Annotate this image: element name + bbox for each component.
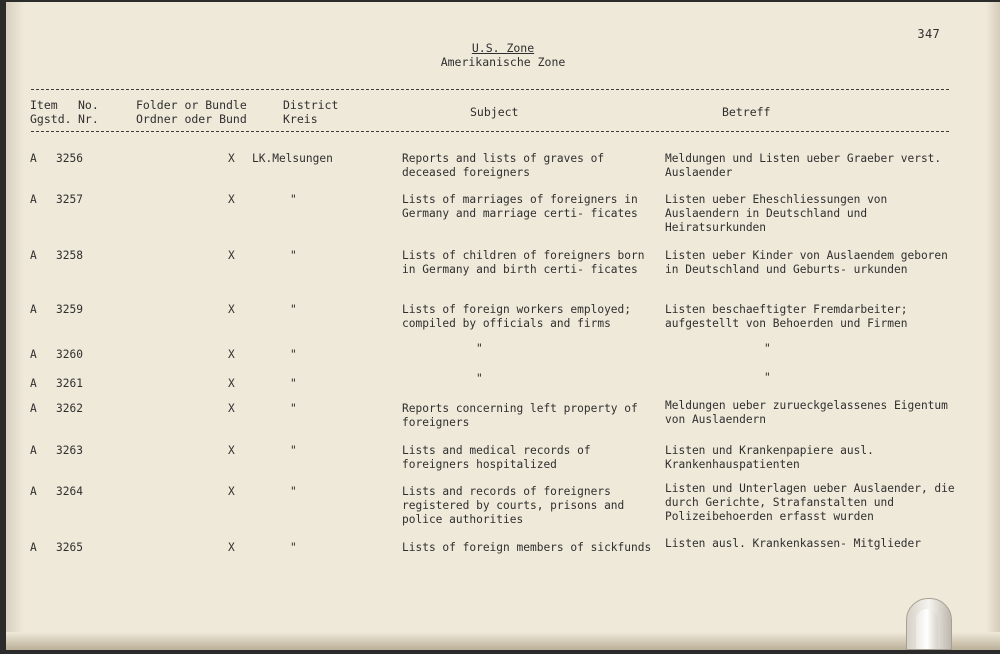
betreff-text: Meldungen und Listen ueber Graeber verst. Auslaender: [665, 152, 942, 179]
item-header-german: Ggstd.: [30, 112, 72, 126]
item-letter: A: [30, 377, 37, 390]
page-right-shadow: [986, 2, 1000, 650]
subject-ditto-mark: ": [476, 342, 483, 355]
betreff-ditto-mark: ": [764, 342, 771, 355]
subject-text: Lists and medical records of foreigners hospitalized: [402, 444, 591, 471]
item-number: 3263: [56, 444, 83, 457]
folder-mark: X: [228, 541, 235, 554]
subject-header: Subject: [470, 105, 519, 119]
district-ditto-mark: ": [290, 348, 297, 361]
subject-ditto-mark: ": [476, 372, 483, 385]
item-letter: A: [30, 193, 37, 206]
item-letter: A: [30, 402, 37, 415]
page-left-shadow: [6, 2, 24, 650]
binder-clip-highlight: [916, 609, 938, 649]
subject-text: Reports and lists of graves of deceased foreigners: [402, 152, 605, 179]
item-letter: A: [30, 152, 37, 165]
folder-header-german: Ordner oder Bund: [136, 112, 247, 126]
item-letter: A: [30, 249, 37, 262]
district-ditto-mark: ": [290, 541, 297, 554]
folder-header-english: Folder or Bundle: [136, 98, 247, 112]
zone-title-english: U.S. Zone: [471, 41, 535, 55]
item-letter: A: [30, 485, 37, 498]
item-number: 3261: [56, 377, 83, 390]
item-letter: A: [30, 541, 37, 554]
folder-mark: X: [228, 402, 235, 415]
item-number: 3259: [56, 303, 83, 316]
subject-text: Lists of children of foreigners born in Germany and birth certi- ficates: [402, 249, 645, 276]
subject-text: Lists and records of foreigners registered by courts, prisons and police authorities: [402, 485, 625, 526]
header-rule-bottom: [31, 131, 949, 132]
number-header-german: Nr.: [78, 112, 99, 126]
folder-mark: X: [228, 348, 235, 361]
betreff-ditto-mark: ": [764, 371, 771, 384]
betreff-text: Listen und Unterlagen ueber Auslaender, die durch Gerichte, Strafanstalten und Polizeibehoerden erfasst wurden: [665, 482, 955, 523]
item-number: 3256: [56, 152, 83, 165]
district-ditto-mark: ": [290, 249, 297, 262]
betreff-text: Listen ueber Kinder von Auslaendem geboren in Deutschland und Geburts- urkunden: [665, 249, 948, 276]
item-number: 3257: [56, 193, 83, 206]
item-number: 3258: [56, 249, 83, 262]
folder-mark: X: [228, 249, 235, 262]
zone-title-german: Amerikanische Zone: [440, 55, 566, 69]
number-header-english: No.: [78, 98, 99, 112]
header-rule-top: [31, 89, 949, 90]
page-bottom-edge: [6, 632, 1000, 650]
betreff-text: Meldungen ueber zurueckgelassenes Eigentum von Auslaendern: [665, 399, 948, 426]
document-page: [6, 2, 1000, 650]
subject-text: Lists of foreign members of sickfunds: [402, 541, 652, 554]
folder-mark: X: [228, 152, 235, 165]
item-header-english: Item: [30, 98, 58, 112]
district-header-english: District: [283, 98, 339, 112]
item-number: 3265: [56, 541, 83, 554]
district-ditto-mark: ": [290, 485, 297, 498]
item-number: 3260: [56, 348, 83, 361]
betreff-text: Listen beschaeftigter Fremdarbeiter; aufgestellt von Behoerden und Firmen: [665, 303, 908, 330]
page-number: 347: [917, 27, 940, 41]
item-number: 3264: [56, 485, 83, 498]
item-number: 3262: [56, 402, 83, 415]
folder-mark: X: [228, 303, 235, 316]
betreff-text: Listen und Krankenpapiere ausl. Krankenhauspatienten: [665, 444, 874, 471]
folder-mark: X: [228, 485, 235, 498]
district-header-german: Kreis: [283, 112, 318, 126]
subject-text: Lists of marriages of foreigners in Germany and marriage certi- ficates: [402, 193, 638, 220]
district-ditto-mark: ": [290, 193, 297, 206]
district-ditto-mark: ": [290, 402, 297, 415]
district-ditto-mark: ": [290, 444, 297, 457]
binder-clip-image: [906, 598, 952, 650]
betreff-header: Betreff: [722, 105, 771, 119]
item-letter: A: [30, 444, 37, 457]
item-letter: A: [30, 303, 37, 316]
district-value: LK.Melsungen: [252, 152, 333, 165]
district-ditto-mark: ": [290, 377, 297, 390]
district-ditto-mark: ": [290, 303, 297, 316]
betreff-text: Listen ausl. Krankenkassen- Mitglieder: [665, 537, 921, 550]
subject-text: Lists of foreign workers employed; compiled by officials and firms: [402, 303, 632, 330]
folder-mark: X: [228, 193, 235, 206]
folder-mark: X: [228, 444, 235, 457]
item-letter: A: [30, 348, 37, 361]
betreff-text: Listen ueber Eheschliessungen von Auslaendern in Deutschland und Heiratsurkunden: [665, 193, 888, 234]
folder-mark: X: [228, 377, 235, 390]
subject-text: Reports concerning left property of foreigners: [402, 402, 638, 429]
